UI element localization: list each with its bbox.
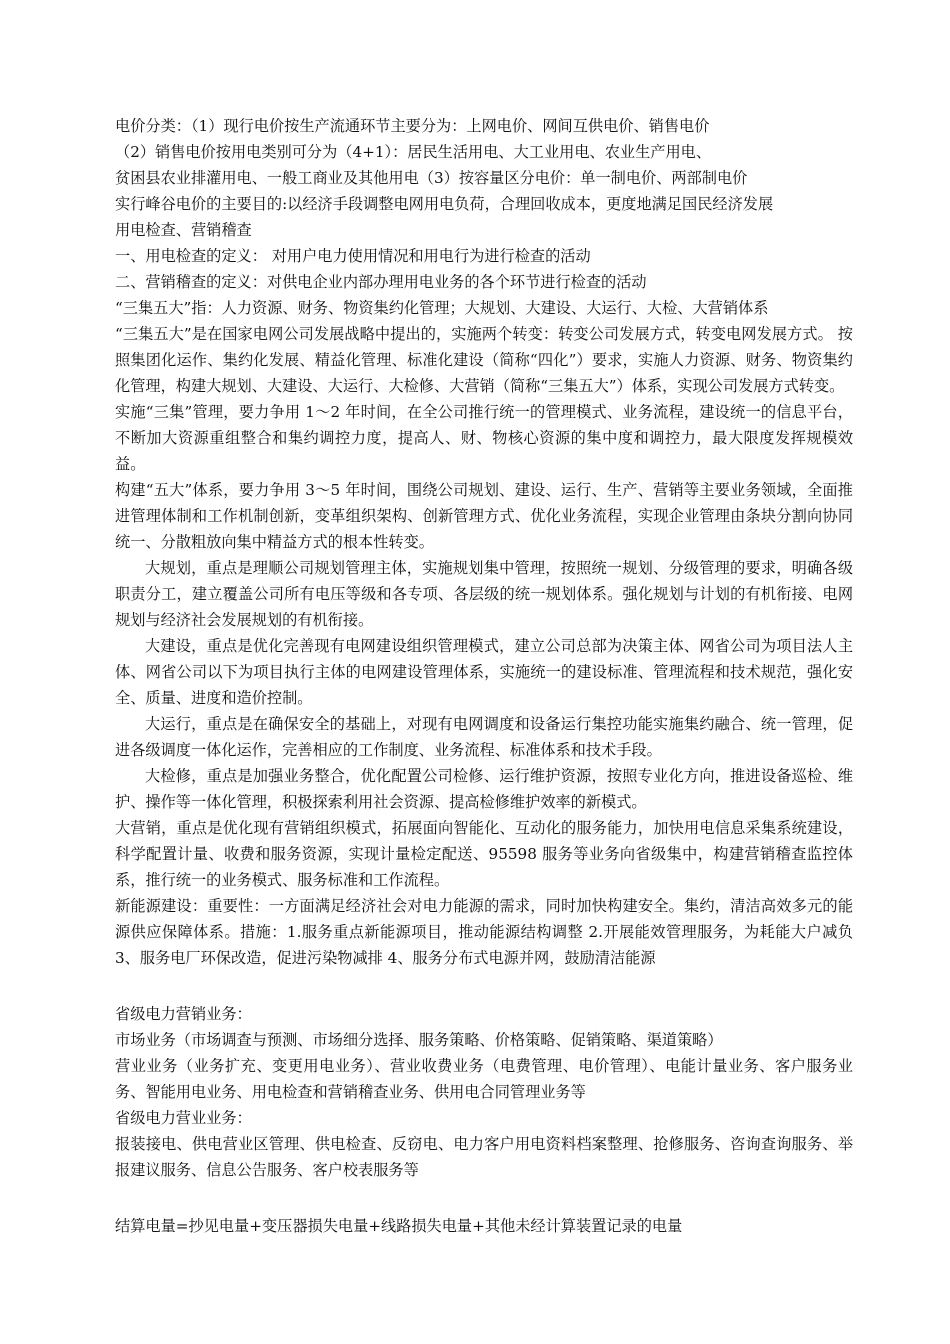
- business-operations-paragraph: 营业业务（业务扩充、变更用电业务）、营业收费业务（电费管理、电价管理）、电能计量业务、客户服务业务、智能用电业务、用电检查和营销稽查业务、供用电合同管理业务等: [115, 1057, 853, 1101]
- new-energy-paragraph: 新能源建设：重要性：一方面满足经济社会对电力能源的需求，同时加快构建安全。集约，清洁高效多元的能源供应保障体系。措施：1.服务重点新能源项目，推动能源结构调整 2.开展能效管理服务，为耗能大户减负 3、服务电厂环保改造，促进污染物减排 4、服务分布式电源并网，鼓励清洁能源: [115, 897, 853, 967]
- three-centralization-paragraph: 实施“三集”管理，要力争用 1～2 年时间，在全公司推行统一的管理模式、业务流程，建设统一的信息平台，不断加大资源重组整合和集约调控力度，提高人、财、物核心资源的集中度和调控力，最大限度发挥规模效益。: [115, 403, 853, 473]
- three-five-paragraph: “三集五大”是在国家电网公司发展战略中提出的，实施两个转变：转变公司发展方式，转变电网发展方式。 按照集团化运作、集约化发展、精益化管理、标准化建设（简称“四化”）要求，实施人力资源、财务、物资集约化管理，构建大规划、大建设、大运行、大检修、大营销（简称“三集五大”）体系，实现公司发展方式转变。: [115, 325, 853, 395]
- service-list-paragraph: 报装接电、供电营业区管理、供电检查、反窃电、电力客户用电资料档案整理、抢修服务、咨询查询服务、举报建议服务、信息公告服务、客户校表服务等: [115, 1135, 853, 1179]
- blank-spacer-2: [115, 1183, 853, 1213]
- big-planning-paragraph: 大规划，重点是理顺公司规划管理主体，实施规划集中管理，按照统一规划、分级管理的要求，明确各级职责分工，建立覆盖公司所有电压等级和各专项、各层级的统一规划体系。强化规划与计划的有机衔接、电网规划与经济社会发展规划的有机衔接。: [115, 559, 853, 629]
- big-construction-paragraph: 大建设，重点是优化完善现有电网建设组织管理模式，建立公司总部为决策主体、网省公司为项目法人主体、网省公司以下为项目执行主体的电网建设管理体系，实施统一的建设标准、管理流程和技术规范，强化安全、质量、进度和造价控制。: [115, 637, 853, 707]
- audit-definition-line: 二、营销稽查的定义：对供电企业内部办理用电业务的各个环节进行检查的活动: [115, 273, 647, 291]
- section-heading-inspection: 用电检查、营销稽查: [115, 221, 252, 239]
- market-business-line: 市场业务（市场调查与预测、市场细分选择、服务策略、价格策略、促销策略、渠道策略）: [115, 1031, 723, 1049]
- three-five-line: “三集五大”指：人力资源、财务、物资集约化管理；大规划、大建设、大运行、大检、大营销体系: [115, 299, 769, 317]
- big-operation-paragraph: 大运行，重点是在确保安全的基础上，对现有电网调度和设备运行集控功能实施集约融合、统一管理，促进各级调度一体化运作，完善相应的工作制度、业务流程、标准体系和技术手段。: [115, 715, 853, 759]
- settlement-formula-line: 结算电量=抄见电量+变压器损失电量+线路损失电量+其他未经计算装置记录的电量: [115, 1217, 683, 1235]
- big-marketing-paragraph: 大营销，重点是优化现有营销组织模式，拓展面向智能化、互动化的服务能力，加快用电信息采集系统建设，科学配置计量、收费和服务资源，实现计量检定配送、95598 服务等业务向省级集中，构建营销稽查监控体系，推行统一的业务模式、服务标准和工作流程。: [115, 819, 853, 889]
- peak-valley-price-line: 实行峰谷电价的主要目的:以经济手段调整电网用电负荷，合理回收成本，更度地满足国民经济发展: [115, 195, 774, 213]
- sales-price-category-line: （2）销售电价按用电类别可分为（4+1）：居民生活用电、大工业用电、农业生产用电、: [115, 143, 712, 161]
- blank-spacer: [115, 971, 853, 1001]
- capacity-price-line: 贫困县农业排灌用电、一般工商业及其他用电（3）按容量区分电价：单一制电价、两部制电价: [115, 169, 748, 187]
- price-classification-line: 电价分类：（1）现行电价按生产流通环节主要分为：上网电价、网间互供电价、销售电价: [115, 117, 710, 135]
- inspection-definition-line: 一、用电检查的定义： 对用户电力使用情况和用电行为进行检查的活动: [115, 247, 591, 265]
- big-maintenance-paragraph: 大检修，重点是加强业务整合，优化配置公司检修、运行维护资源，按照专业化方向，推进设备巡检、维护、操作等一体化管理，积极探索利用社会资源、提高检修维护效率的新模式。: [115, 767, 853, 811]
- five-systems-paragraph: 构建“五大”体系，要力争用 3～5 年时间，围绕公司规划、建设、运行、生产、营销等主要业务领域，全面推进管理体制和工作机制创新，变革组织架构、创新管理方式、优化业务流程，实现企业管理由条块分割向协同统一、分散粗放向集中精益方式的根本性转变。: [115, 481, 853, 551]
- document-page: [115, 113, 853, 1239]
- provincial-marketing-heading: 省级电力营销业务：: [115, 1005, 252, 1023]
- provincial-business-heading: 省级电力营业业务：: [115, 1109, 252, 1127]
